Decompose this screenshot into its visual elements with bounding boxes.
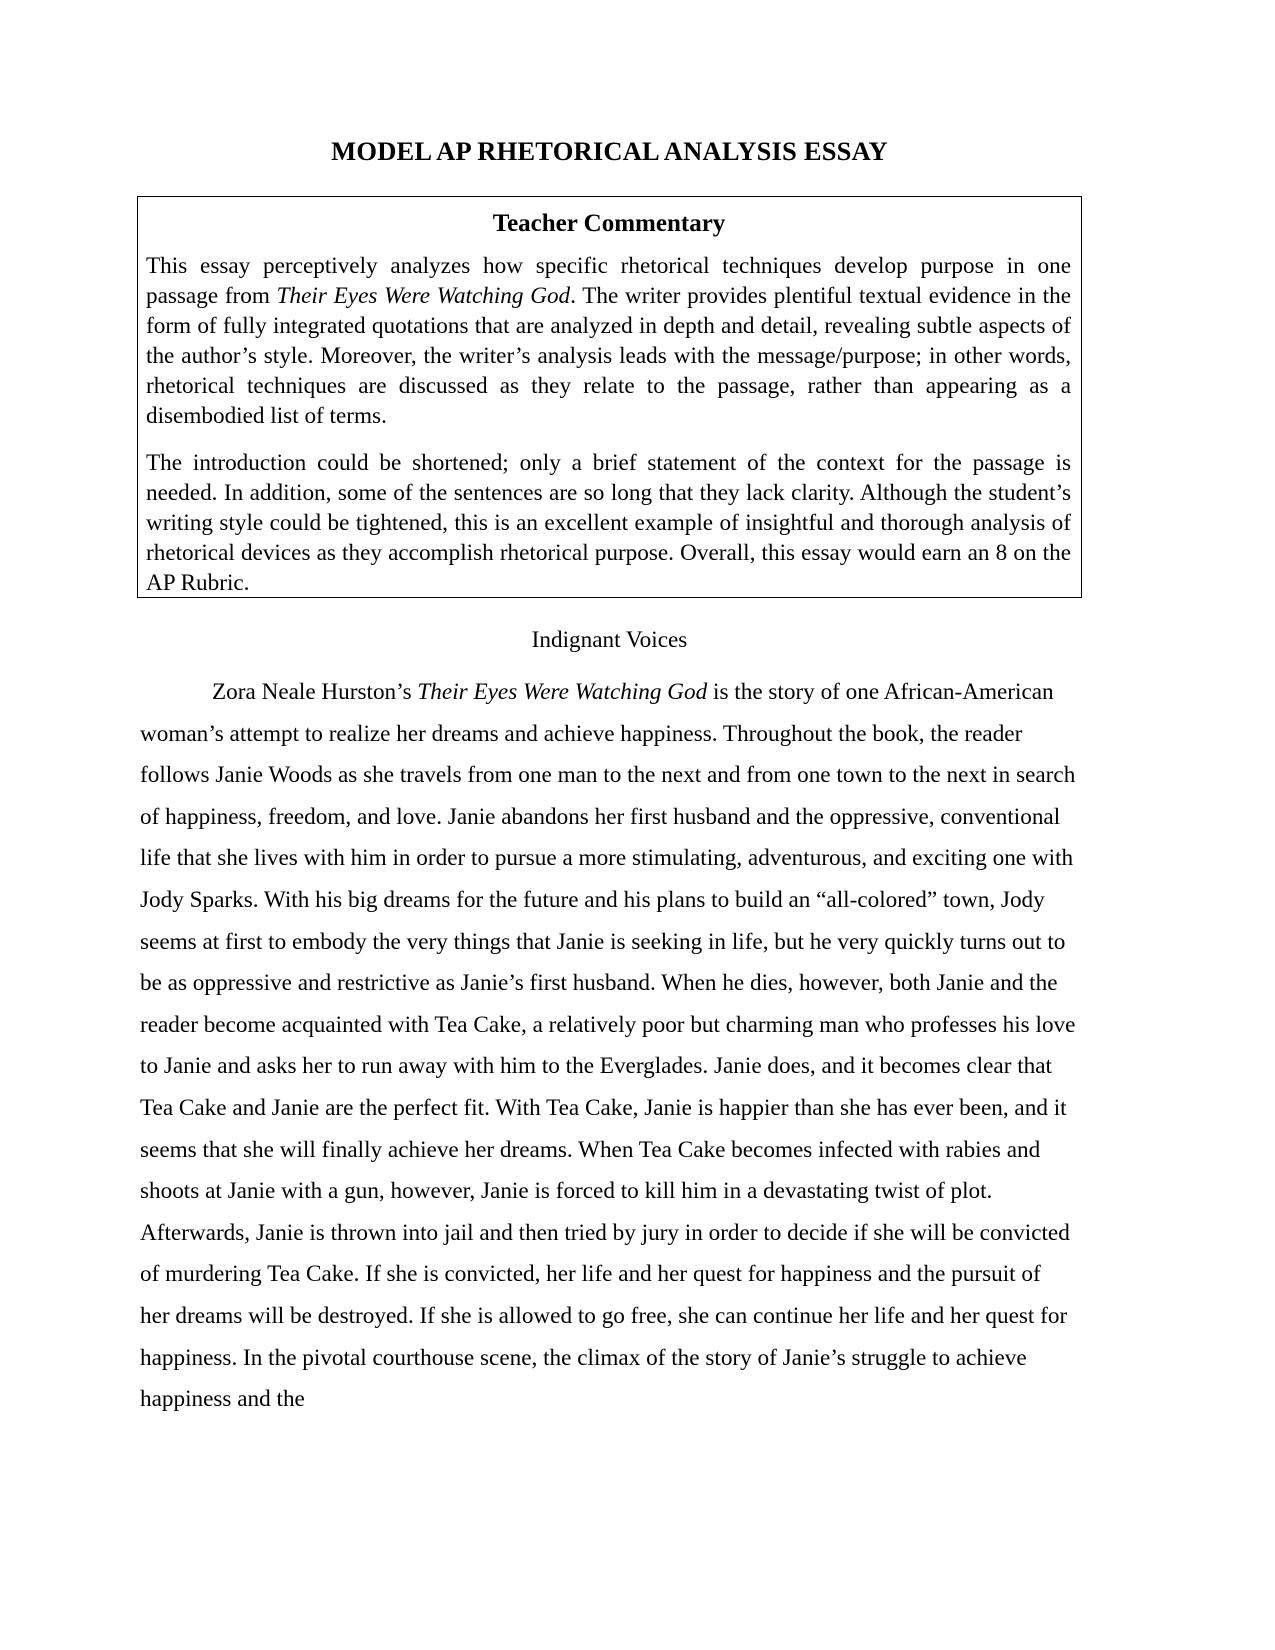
essay-body (140, 672, 1076, 1421)
essay-book-title: Their Eyes Were Watching God (417, 679, 708, 705)
essay-paragraph-1 (140, 672, 1076, 1421)
commentary-p1-text-before-title: This essay perceptively analyzes how specific rhetorical techniques develop purpose in one passage from (146, 253, 1071, 310)
commentary-heading: Teacher Commentary (492, 210, 726, 237)
page-title: MODEL AP RHETORICAL ANALYSIS ESSAY (331, 136, 888, 166)
essay-text-before-title: Zora Neale Hurston’s (212, 679, 418, 705)
commentary-p1-text-after-title: . The writer provides plentiful textual evidence in the form of fully integrated quotations that are analyzed in depth and detail, revealing subtle aspects of the author’s style. Moreover, the writer’s analysis leads with the message/purpose; in other words, rhetorical techniques are discussed as they relate to the passage, rather than appearing as a disembodied list of terms. (146, 283, 1072, 430)
essay-text-after-title: is the story of one African-American woman’s attempt to realize her dreams and achieve happiness. Throughout the book, the reader follows Janie Woods as she travels from one man to the next and from one town to the next in search of happiness, freedom, and love. Janie abandons her first husband and the oppressive, conventional life that she lives with him in order to pursue a more stimulating, adventurous, and exciting one with Jody Sparks. With his big dreams for the future and his plans to build an “all-colored” town, Jody seems at first to embody the very things that Janie is seeking in life, but he very quickly turns out to be as oppressive and restrictive as Janie’s first husband. When he dies, however, both Janie and the reader become acquainted with Tea Cake, a relatively poor but charming man who professes his love to Janie and asks her to run away with him to the Everglades. Janie does, and it becomes clear that Tea Cake and Janie are the perfect fit. With Tea Cake, Janie is happier than she has ever been, and it seems that she will finally achieve her dreams. When Tea Cake becomes infected with rabies and shoots at Janie with a gun, however, Janie is forced to kill him in a devastating twist of plot. Afterwards, Janie is thrown into jail and then tried by jury in order to decide if she will be convicted of murdering Tea Cake. If she is convicted, her life and her quest for happiness and the pursuit of her dreams will be destroyed. If she is allowed to go free, she can continue her life and her quest for happiness. In the pivotal courthouse scene, the climax of the story of Janie’s struggle to achieve happiness and the (140, 679, 1076, 1413)
commentary-paragraph-2: The introduction could be shortened; only a brief statement of the context for the passage is needed. In addition, some of the sentences are so long that they lack clarity. Although the student’s writing style could be tightened, this is an excellent example of insightful and thorough analysis of rhetorical devices as they accomplish rhetorical purpose. Overall, this essay would earn an 8 on the AP Rubric. (146, 449, 1071, 596)
commentary-paragraph-1 (145, 251, 1073, 431)
essay-title: Indignant Voices (531, 627, 688, 653)
teacher-commentary-box (137, 196, 1082, 598)
commentary-book-title: Their Eyes Were Watching God (276, 283, 571, 310)
